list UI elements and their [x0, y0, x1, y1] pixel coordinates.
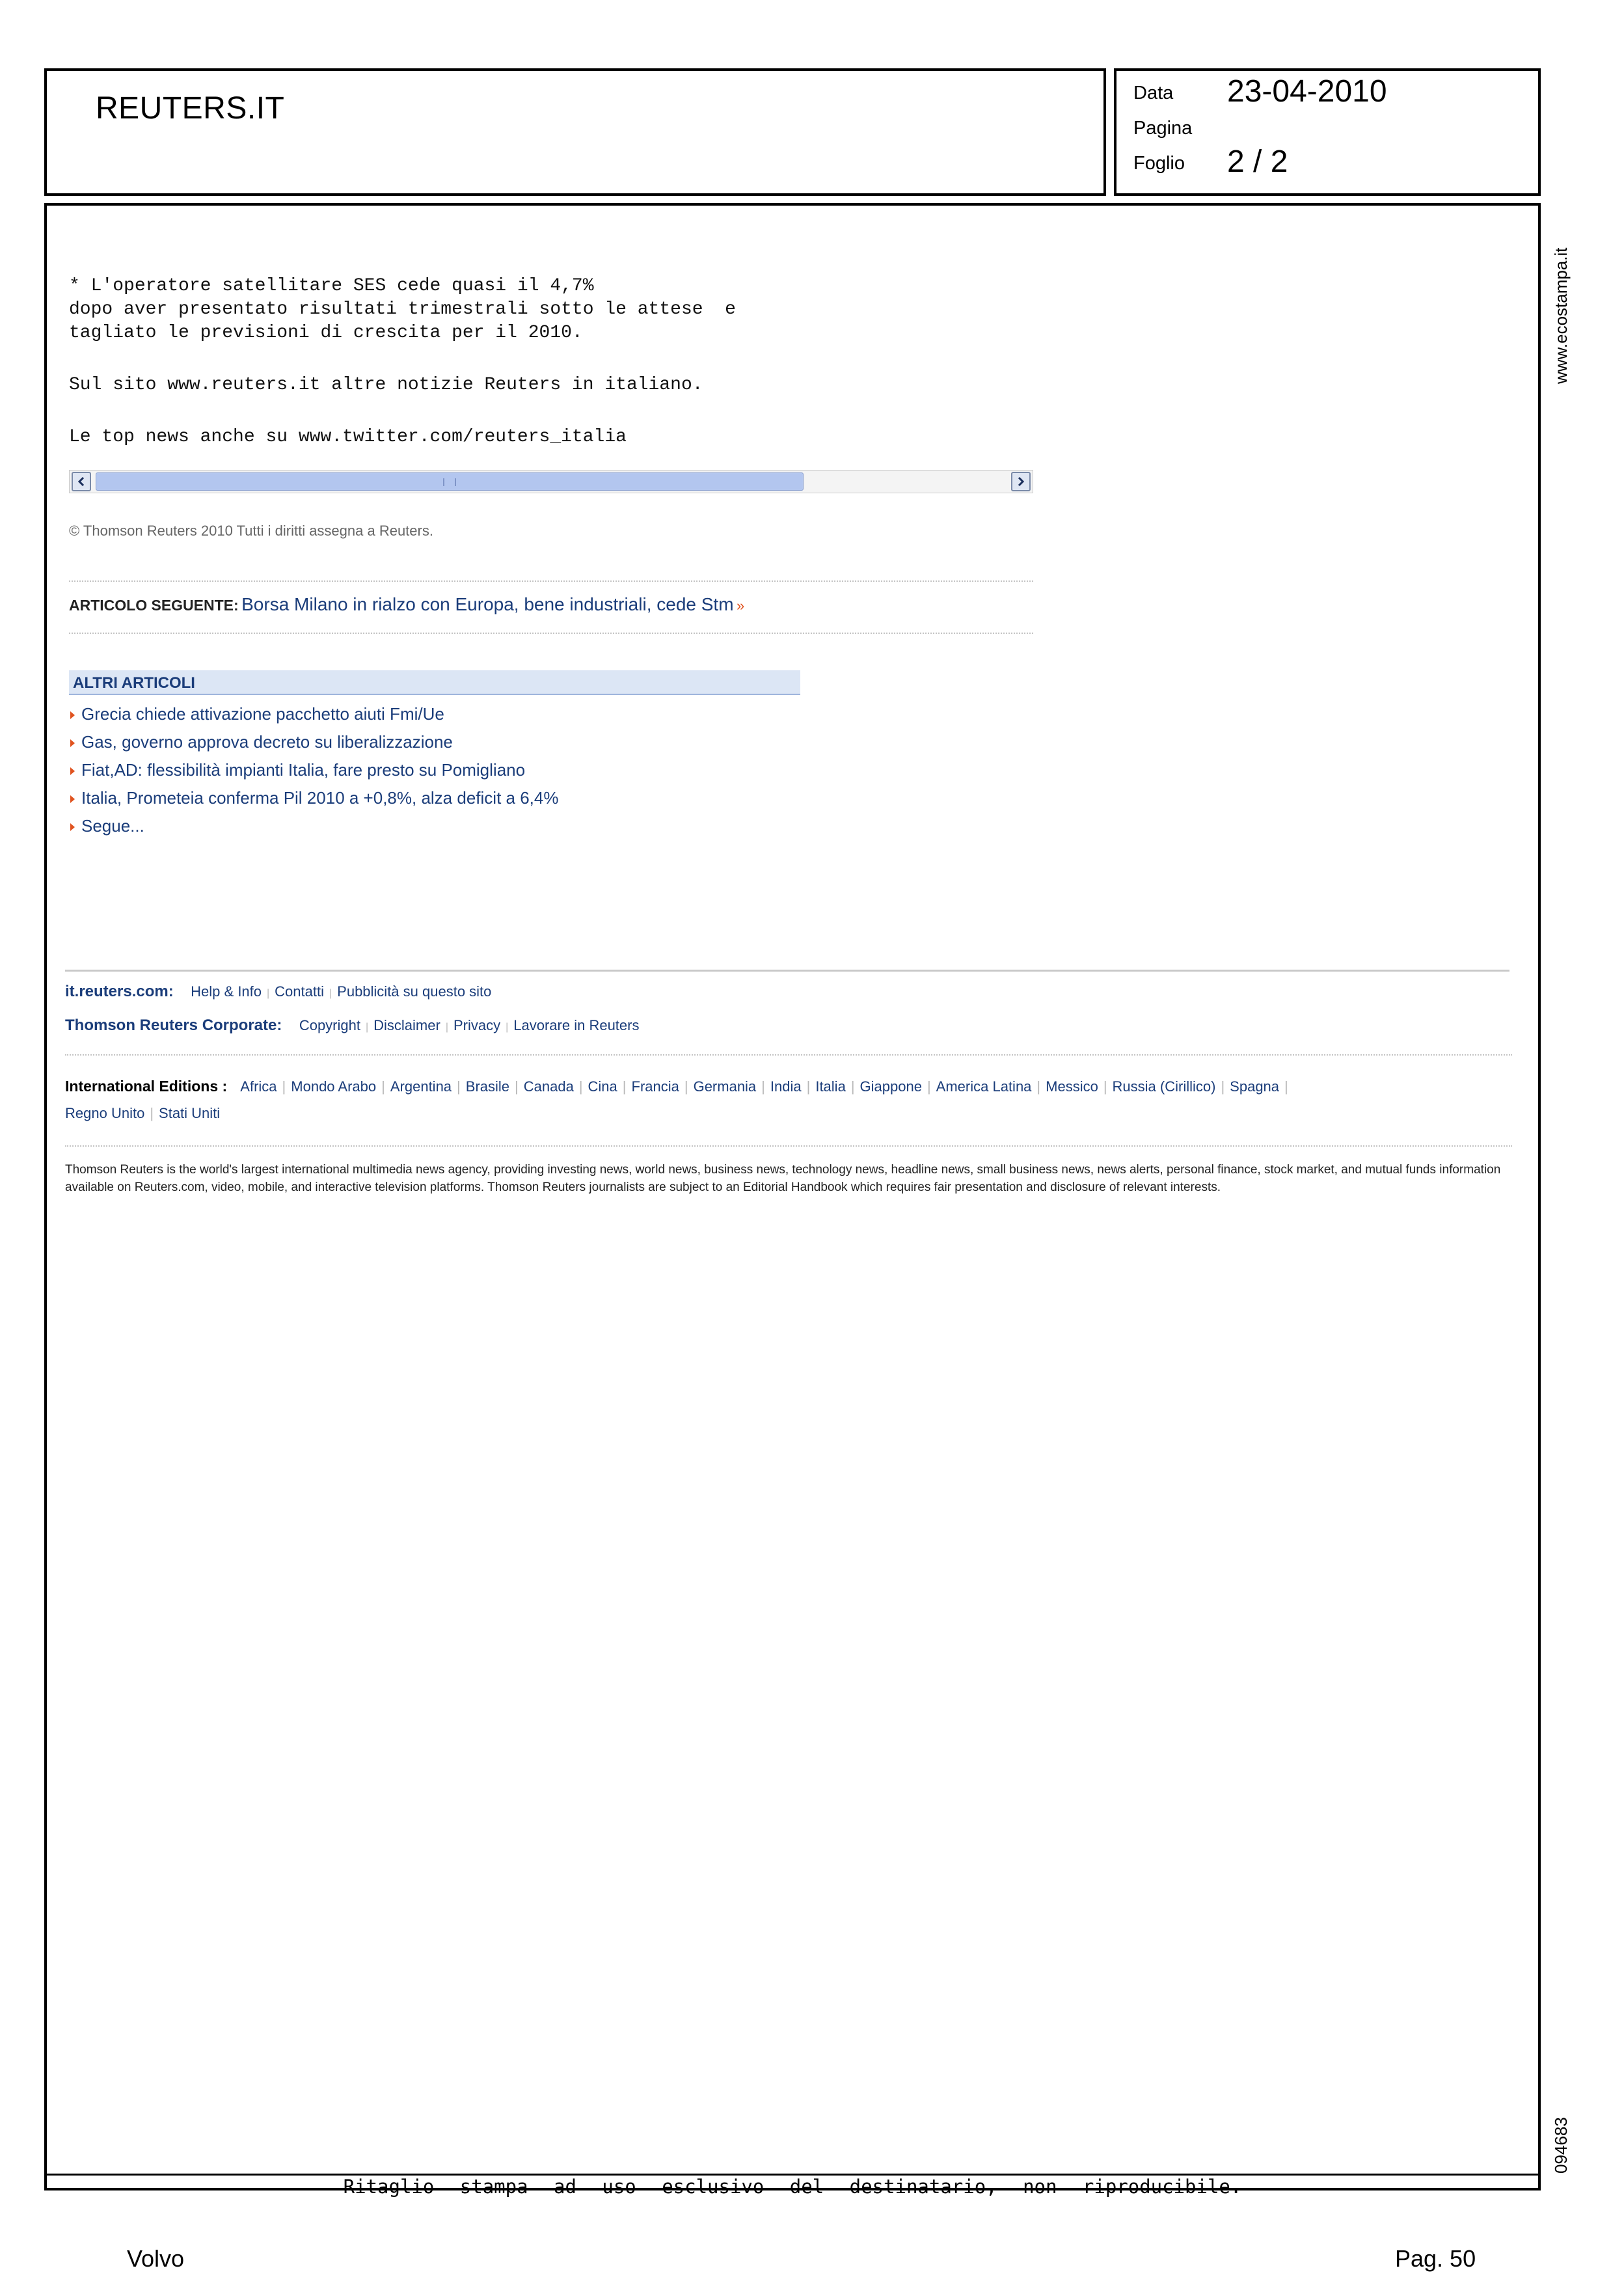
article-line: * L'operatore satellitare SES cede quasi il 4,7%: [69, 276, 594, 296]
edition-link[interactable]: Russia (Cirillico): [1112, 1078, 1216, 1095]
side-code: 094683: [1551, 2117, 1571, 2174]
footer-link[interactable]: Disclaimer: [373, 1017, 440, 1033]
edition-link[interactable]: Germania: [693, 1078, 757, 1095]
edition-link[interactable]: Africa: [240, 1078, 277, 1095]
international-editions-label: International Editions :: [65, 1078, 228, 1095]
triangle-bullet-icon: [70, 767, 75, 775]
list-item[interactable]: [70, 788, 558, 808]
triangle-bullet-icon: [70, 711, 75, 719]
horizontal-scrollbar[interactable]: [69, 470, 1033, 493]
triangle-bullet-icon: [70, 739, 75, 747]
client-name: Volvo: [127, 2245, 185, 2272]
dotted-divider: [69, 580, 1033, 582]
article-line: tagliato le previsioni di crescita per il 2010.: [69, 323, 583, 343]
edition-link[interactable]: Argentina: [390, 1078, 452, 1095]
footer-link[interactable]: Contatti: [275, 983, 324, 1000]
edition-link[interactable]: Regno Unito: [65, 1105, 145, 1121]
header-meta-box: [1114, 68, 1541, 196]
corporate-label: Thomson Reuters Corporate:: [65, 1017, 282, 1034]
site-label: it.reuters.com:: [65, 983, 174, 1000]
list-item-link[interactable]: Fiat,AD: flessibilità impianti Italia, fare presto su Pomigliano: [81, 760, 526, 780]
corporate-links-row: Thomson Reuters Corporate: Copyright | Disclaimer | Privacy | Lavorare in Reuters: [65, 1017, 640, 1034]
edition-link[interactable]: Messico: [1046, 1078, 1098, 1095]
segue-link[interactable]: Segue...: [81, 816, 144, 836]
data-label: Data: [1133, 83, 1174, 103]
page-number: Pag. 50: [1395, 2245, 1476, 2272]
next-article-label: ARTICOLO SEGUENTE:: [69, 597, 239, 614]
list-item[interactable]: [70, 816, 144, 836]
about-reuters-text: Thomson Reuters is the world's largest international multimedia news agency, providing investing news, world news, business news, technology news, headline news, small business news, news alerts, personal finance, stock market, and mutual funds information available on Reuters.com, video, mobile, and interactive television platforms. Thomson Reuters journalists are subject to an Editorial Handbook which requires fair presentation and disclosure of relevant interests.: [65, 1163, 1501, 1194]
foglio-label: Foglio: [1133, 153, 1185, 174]
next-article-link[interactable]: Borsa Milano in rialzo con Europa, bene industriali, cede Stm: [241, 594, 734, 614]
grip-icon: [443, 478, 456, 486]
footer-link[interactable]: Copyright: [299, 1017, 360, 1033]
article-line: Le top news anche su www.twitter.com/reuters_italia: [69, 427, 627, 447]
list-item[interactable]: [70, 760, 525, 780]
edition-link[interactable]: Giappone: [859, 1078, 922, 1095]
side-website: www.ecostampa.it: [1551, 247, 1571, 384]
footer-link[interactable]: Help & Info: [191, 983, 262, 1000]
source-name: REUTERS.IT: [96, 91, 285, 126]
dotted-divider: [65, 1054, 1512, 1056]
edition-link[interactable]: Stati Uniti: [159, 1105, 221, 1121]
edition-link[interactable]: Cina: [588, 1078, 617, 1095]
pagina-label: Pagina: [1133, 118, 1193, 139]
data-value: 23-04-2010: [1227, 74, 1387, 109]
edition-link[interactable]: Francia: [631, 1078, 679, 1095]
dotted-divider: [65, 1145, 1512, 1147]
foglio-value: 2 / 2: [1227, 144, 1288, 179]
article-line: Sul sito www.reuters.it altre notizie Reuters in italiano.: [69, 375, 703, 395]
list-item[interactable]: [70, 704, 444, 724]
chevron-right-icon: [1016, 476, 1025, 487]
international-editions-row-2: Regno Unito | Stati Uniti: [65, 1105, 221, 1121]
footer-link[interactable]: Pubblicità su questo sito: [337, 983, 492, 1000]
chevron-left-icon: [77, 476, 86, 487]
article-line: dopo aver presentato risultati trimestrali sotto le attese e: [69, 299, 736, 320]
clipping-frame: [44, 203, 1541, 2190]
scroll-right-button[interactable]: [1011, 472, 1031, 491]
header-source-box: [44, 68, 1106, 196]
altri-articoli-header: [69, 670, 800, 695]
double-arrow-icon: »: [736, 597, 745, 614]
list-item[interactable]: [70, 732, 453, 752]
copyright-text: © Thomson Reuters 2010 Tutti i diritti assegna a Reuters.: [69, 523, 433, 539]
scroll-thumb[interactable]: [96, 472, 804, 491]
triangle-bullet-icon: [70, 823, 75, 831]
international-editions-row: International Editions : Africa | Mondo Arabo | Argentina | Brasile | Canada | Cina | Francia | Germania | India | Italia | Giappone | America Latina | Messico | Russia (Cirillico) | Spagna |: [65, 1078, 1288, 1095]
triangle-bullet-icon: [70, 795, 75, 803]
reproduction-notice: Ritaglio stampa ad uso esclusivo del destinatario, non riproducibile.: [343, 2176, 1242, 2198]
edition-link[interactable]: America Latina: [936, 1078, 1032, 1095]
footer-rule: [65, 970, 1509, 972]
altri-articoli-title: ALTRI ARTICOLI: [73, 674, 195, 692]
edition-link[interactable]: India: [770, 1078, 802, 1095]
dotted-divider: [69, 633, 1033, 634]
list-item-link[interactable]: Grecia chiede attivazione pacchetto aiuti Fmi/Ue: [81, 704, 444, 724]
list-item-link[interactable]: Italia, Prometeia conferma Pil 2010 a +0,8%, alza deficit a 6,4%: [81, 788, 559, 808]
edition-link[interactable]: Brasile: [465, 1078, 510, 1095]
edition-link[interactable]: Italia: [815, 1078, 846, 1095]
next-article: [69, 594, 744, 615]
site-links-row: it.reuters.com: Help & Info | Contatti | Pubblicità su questo sito: [65, 983, 492, 1000]
edition-link[interactable]: Mondo Arabo: [291, 1078, 377, 1095]
footer-link[interactable]: Lavorare in Reuters: [513, 1017, 640, 1033]
edition-link[interactable]: Spagna: [1230, 1078, 1280, 1095]
footer-link[interactable]: Privacy: [453, 1017, 501, 1033]
scroll-left-button[interactable]: [72, 472, 91, 491]
list-item-link[interactable]: Gas, governo approva decreto su liberalizzazione: [81, 732, 453, 752]
edition-link[interactable]: Canada: [523, 1078, 574, 1095]
